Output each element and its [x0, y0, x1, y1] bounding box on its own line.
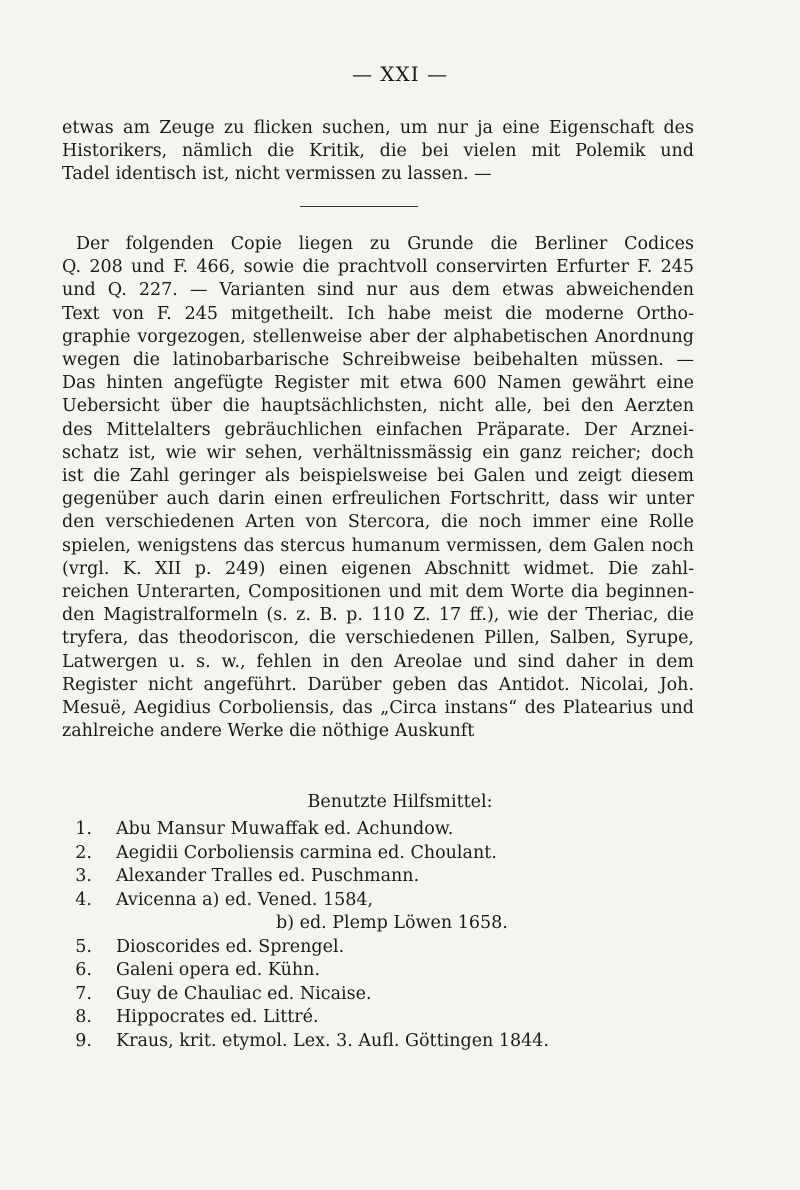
bibliography-heading: Benutzte Hilfsmittel: — [307, 792, 493, 812]
text-line: den Magistralformeln (s. z. B. p. 110 Z. 17 ff.), wie der Theriac, die — [62, 605, 694, 626]
list-item — [62, 983, 549, 1007]
intro-paragraph — [62, 117, 694, 187]
list-entry: Avicenna a) ed. Vened. 1584, — [116, 889, 374, 910]
text-line: Mesuë, Aegidius Corboliensis, das „Circa instans“ des Platearius und — [62, 698, 694, 719]
list-entry: Abu Mansur Muwaffak ed. Achundow. — [116, 819, 454, 839]
text-line: reichen Unterarten, Compositionen und mit dem Worte dia beginnen- — [62, 582, 694, 603]
list-number: 5. — [75, 936, 92, 957]
text-line: den verschiedenen Arten von Stercora, die noch immer eine Rolle — [62, 512, 694, 533]
main-paragraph — [62, 233, 694, 743]
bibliography-list — [62, 818, 549, 1053]
text-line: etwas am Zeuge zu flicken suchen, um nur ja eine Eigenschaft des — [62, 118, 694, 138]
text-line: Tadel identisch ist, nicht vermissen zu lassen. — — [62, 164, 492, 185]
list-entry: Aegidii Corboliensis carmina ed. Choulant. — [116, 842, 497, 863]
text-line: Das hinten angefügte Register mit etwa 600 Namen gewährt eine — [62, 373, 694, 394]
list-entry: Dioscorides ed. Sprengel. — [116, 936, 345, 957]
list-item — [62, 818, 549, 842]
text-line: Q. 208 und F. 466, sowie die prachtvoll conservirten Erfurter F. 245 — [62, 257, 694, 278]
list-item — [62, 1006, 549, 1030]
text-line: wegen die latinobarbarische Schreibweise beibehalten müssen. — — [62, 350, 694, 371]
text-line: zahlreiche andere Werke die nöthige Auskunft — [62, 721, 475, 742]
text-line: (vrgl. K. XII p. 249) einen eigenen Abschnitt widmet. Die zahl- — [62, 558, 694, 579]
list-number: 8. — [75, 1007, 92, 1027]
list-number: 9. — [75, 1030, 92, 1051]
list-number: 3. — [75, 866, 92, 886]
list-entry: b) ed. Plemp Löwen 1658. — [276, 913, 508, 933]
text-line: spielen, wenigstens das stercus humanum vermissen, dem Galen noch — [62, 535, 694, 556]
text-line: tryfera, das theodoriscon, die verschiedenen Pillen, Salben, Syrupe, — [62, 628, 694, 649]
page-number-header: — XXI — — [351, 62, 449, 86]
text-line: Text von F. 245 mitgetheilt. Ich habe meist die moderne Ortho- — [62, 303, 694, 324]
text-line: ist die Zahl geringer als beispielsweise bei Galen und zeigt diesem — [62, 466, 694, 487]
text-line: Latwergen u. s. w., fehlen in den Areolae und sind daher in dem — [62, 651, 694, 672]
list-number: 6. — [75, 960, 92, 980]
list-item-continuation — [62, 912, 549, 936]
list-entry: Guy de Chauliac ed. Nicaise. — [116, 983, 372, 1004]
text-line: des Mittelalters gebräuchlichen einfachen Präparate. Der Arznei- — [62, 419, 694, 440]
text-line: Uebersicht über die hauptsächlichsten, nicht alle, bei den Aerzten — [62, 396, 694, 417]
list-item — [62, 865, 549, 889]
list-number: 2. — [75, 842, 92, 863]
text-line: Register nicht angeführt. Darüber geben das Antidot. Nicolai, Joh. — [62, 674, 694, 695]
list-item — [62, 1030, 549, 1054]
list-number: 4. — [75, 889, 92, 910]
list-item — [62, 936, 549, 960]
list-entry: Alexander Tralles ed. Puschmann. — [116, 866, 420, 886]
list-item — [62, 889, 549, 913]
text-line: schatz ist, wie wir sehen, verhältnissmässig ein ganz reicher; doch — [62, 442, 694, 463]
list-entry: Galeni opera ed. Kühn. — [116, 960, 321, 980]
text-line: Historikers, nämlich die Kritik, die bei vielen mit Polemik und — [62, 141, 694, 162]
list-entry: Kraus, krit. etymol. Lex. 3. Aufl. Göttingen 1844. — [116, 1030, 549, 1051]
list-number: 1. — [75, 819, 92, 839]
list-item — [62, 842, 549, 866]
section-divider — [300, 206, 418, 207]
text-line: gegenüber auch darin einen erfreulichen Fortschritt, dass wir unter — [62, 489, 694, 510]
list-item — [62, 959, 549, 983]
text-line: graphie vorgezogen, stellenweise aber der alphabetischen Anordnung — [62, 326, 694, 347]
list-entry: Hippocrates ed. Littré. — [116, 1007, 319, 1027]
list-number: 7. — [75, 983, 92, 1004]
text-line: und Q. 227. — Varianten sind nur aus dem etwas abweichenden — [62, 280, 694, 301]
text-line: Der folgenden Copie liegen zu Grunde die Berliner Codices — [76, 234, 694, 254]
